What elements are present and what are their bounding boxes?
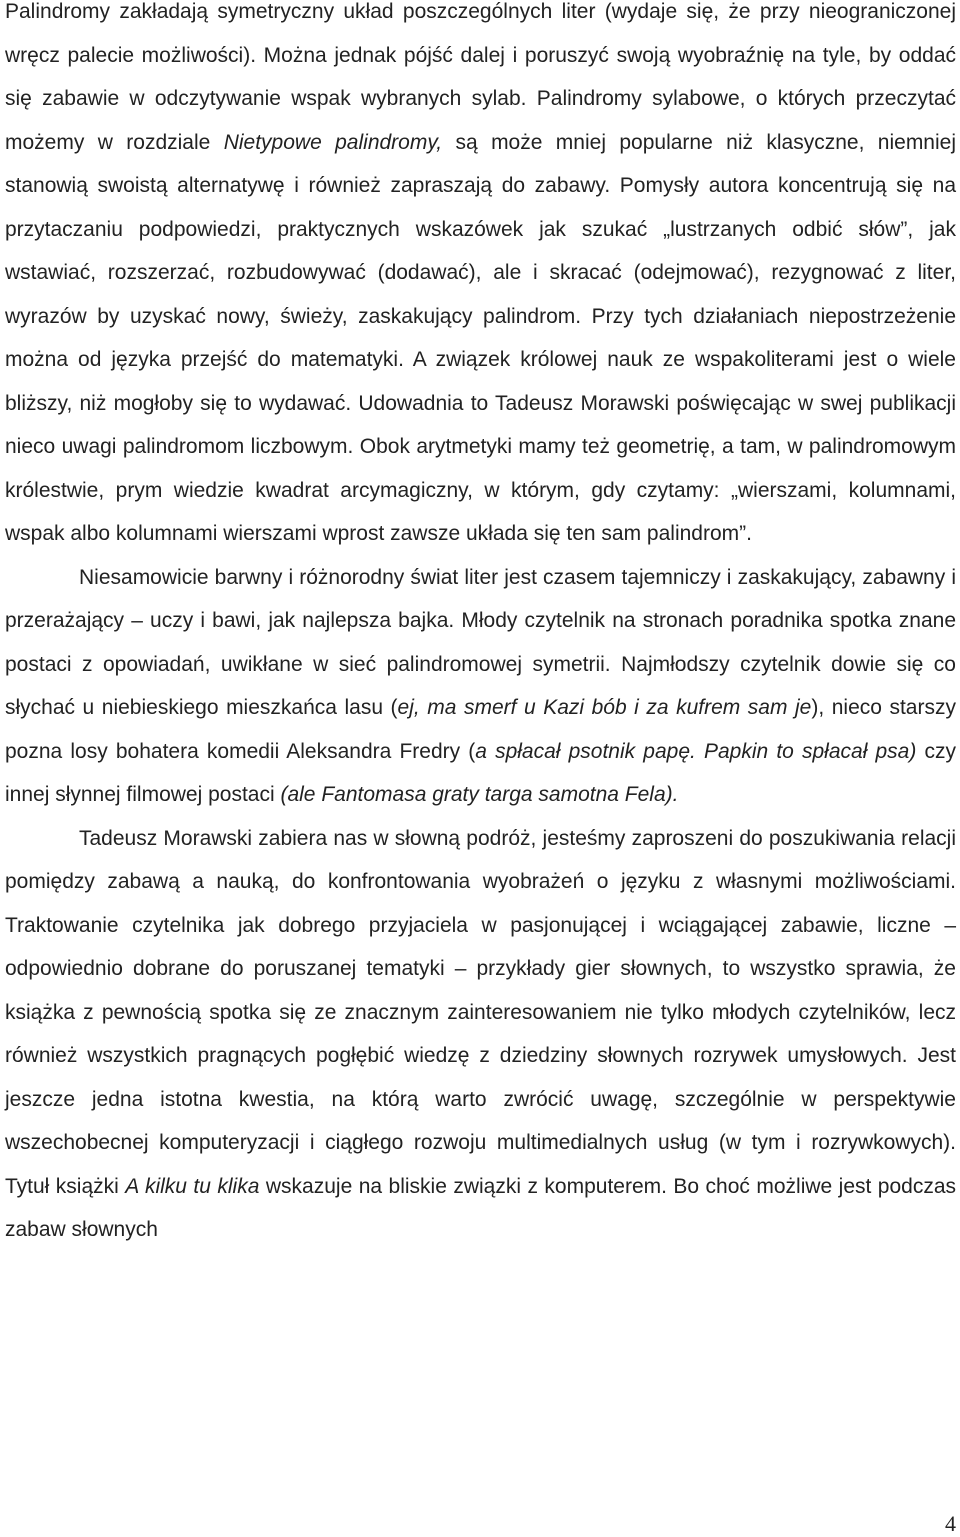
paragraph-3-text-1: Tadeusz Morawski zabiera nas w słowną podróż, jesteśmy zaproszeni do poszukiwania relacji pomiędzy zabawą a nauką, do konfrontowania wyobrażeń o języku z własnymi możliwościami. Traktowanie czytelnika jak dobrego przyjaciela w pasjonującej i wciągającej zabawie, liczne – odpowiednio dobrane do poruszanej tematyki – przykłady gier słownych, to wszystko sprawia, że książka z pewnością spotka się ze znacznym zainteresowaniem nie tylko młodych czytelników, lecz również wszystkich pragnących pogłębić wiedzę z dziedziny słownych rozrywek umysłowych. Jest jeszcze jedna istotna kwestia, na którą warto zwrócić uwagę, szczególnie w perspektywie wszechobecnej komputeryzacji i ciągłego rozwoju multimedialnych usług (w tym i rozrywkowych). Tytuł książki [5,826,956,1198]
document-page [5,0,956,1262]
paragraph-1 [5,0,956,556]
paragraph-2-italic-quote-3: (ale Fantomasa graty targa samotna Fela). [280,783,679,806]
paragraph-2 [5,556,956,817]
paragraph-2-italic-quote-1: ej, ma smerf u Kazi bób i za kufrem sam je [397,696,812,719]
paragraph-1-text-1: Palindromy zakładają symetryczny układ poszczególnych liter (wydaje się, że przy nieograniczonej wręcz palecie możliwości). Można jednak pójść dalej i poruszyć swoją wyobraźnię na tyle, by oddać się zabawie w odczytywanie wspak wybranych sylab. Palindromy sylabowe, o których przeczytać możemy w rozdziale [5,0,956,154]
paragraph-2-text-3: czy innej słynnej filmowej postaci [5,739,957,806]
paragraph-2-text-1: Niesamowicie barwny i różnorodny świat liter jest czasem tajemniczy i zaskakujący, zabawny i przerażający – uczy i bawi, jak najlepsza bajka. Młody czytelnik na stronach poradnika spotka znane postaci z opowiadań, uwikłane w sieć palindromowej symetrii. Najmłodszy czytelnik dowie się co słychać u niebieskiego mieszkańca lasu ( [5,565,956,719]
paragraph-1-text-2: są może mniej popularne niż klasyczne, niemniej stanowią swoistą alternatywę i również zapraszają do zabawy. Pomysły autora koncentrują się na przytaczaniu podpowiedzi, praktycznych wskazówek jak szukać „lustrzanych odbić słów”, jak wstawiać, rozszerzać, rozbudowywać (dodawać), ale i skracać (odejmować), rezygnować z liter, wyrazów by uzyskać nowy, świeży, zaskakujący palindrom. Przy tych działaniach niepostrzeżenie można od języka przejść do matematyki. A związek królowej nauk ze wspakoliterami jest o wiele bliższy, niż mogłoby się to wydawać. Udowadnia to Tadeusz Morawski poświęcając w swej publikacji nieco uwagi palindromom liczbowym. Obok arytmetyki mamy też geometrię, a tam, w palindromowym królestwie, prym wiedzie kwadrat arcymagiczny, w którym, gdy czytamy: „wierszami, kolumnami, wspak albo kolumnami wierszami wprost zawsze układa się ten sam palindrom”. [5,130,956,545]
paragraph-3-italic-book-title: A kilku tu klika [125,1174,260,1198]
document-body [5,0,956,1252]
page-number: 4 [945,1511,956,1536]
paragraph-3-text-2: wskazuje na bliskie związki z komputerem. Bo choć możliwe jest podczas zabaw słownych [5,1174,957,1241]
paragraph-3 [5,817,956,1252]
paragraph-2-italic-quote-2: a spłacał psotnik papę. Papkin to spłacał psa) [475,739,917,763]
paragraph-1-italic-chapter-title: Nietypowe palindromy, [223,130,443,154]
paragraph-2-text-2: ), nieco starszy pozna losy bohatera komedii Aleksandra Fredry ( [5,696,956,763]
